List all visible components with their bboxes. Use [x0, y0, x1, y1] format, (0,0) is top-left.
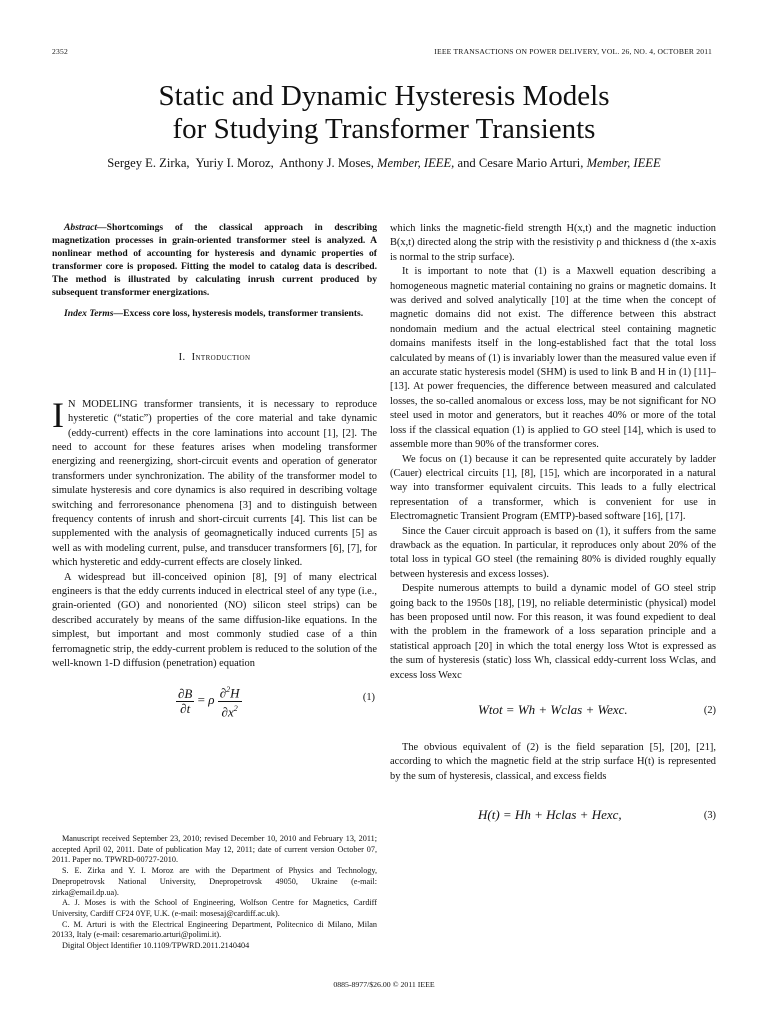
author-3-role: Member, IEEE, [377, 156, 455, 170]
equation-2-number: (2) [703, 705, 716, 716]
equation-1-number: (1) [362, 692, 375, 704]
intro-p1-text: N MODELING transformer transients, it is necessary to reproduce hysteretic (“static”) properties of the core material and take dynamic (eddy-current) effects in the core laminations into account [1], [2]. The need to account for these features arises when modeling transformer energizing and reenergizing, short-circuit events and operation of generator transformers under synchronization. The ability of the transformer model to simulate hysteresis and core dynamics is also required in describing voltage switching and ferroresonance phenomena [3] and to distinguish between frequency contents of inrush and short-circuit currents [4]. This list can be supplemented with the analysis of geomagnetically induced currents [5] as well as with modeling current, pulse, and transducer transformers [6], [7], for which hysteretic and eddy-current effects are closely linked. [52, 398, 377, 569]
title-line-2: for Studying Transformer Transients [172, 113, 596, 145]
author-list [0, 156, 768, 171]
abstract [52, 222, 377, 299]
right-column [390, 222, 716, 832]
drop-cap: I [52, 394, 64, 435]
footnote-doi: Digital Object Identifier 10.1109/TPWRD.2011.2140404 [62, 941, 250, 951]
copyright-footer: 0885-8977/$26.00 © 2011 IEEE [333, 980, 435, 989]
right-paragraph-0: which links the magnetic-field strength H(x,t) and the magnetic induction B(x,t) directed along the strip with the resistivity ρ and thickness d (the x-axis is normal to the strip surface). [390, 223, 716, 263]
section-heading [52, 351, 377, 365]
author-1: Sergey E. Zirka, [107, 156, 190, 170]
author-4-role: Member, IEEE [586, 156, 661, 170]
title-line-1: Static and Dynamic Hysteresis Models [158, 80, 610, 112]
right-paragraph-2: We focus on (1) because it can be represented quite accurately by ladder (Cauer) electrical circuits [1], [8], [15], which are incorporated in a natural way into transformer equivalent circuits. This leads to a fully electrical representation of a transformer, which is convenient for use in Electromagnetic Transient Program (EMTP)-based software [16], [17]. [390, 453, 716, 523]
left-column [52, 222, 377, 723]
footnote-authors-2: A. J. Moses is with the School of Engineering, Wolfson Centre for Magnetics, Cardiff University, Cardiff CF24 0YF, U.K. (e-mail: mosesaj@cardiff.ac.uk). [52, 898, 377, 918]
intro-paragraph-2: A widespread but ill-conceived opinion [8], [9] of many electrical engineers is that the eddy currents induced in electrical steel of any type (i.e., grain-oriented (GO) and nonoriented (NO) silicon steel strips) can be described accurately by means of the same diffusion-like equations. In the simplest, but important and most commonly studied case of a thin ferromagnetic strip, the eddy-current problem is reduced to the solution of the well-known 1-D diffusion (penetration) equation [52, 571, 377, 670]
equation-1-formula: $\frac{\partial B}{\partial t}$ = ρ $\frac{\partial^2H}{\partial x^2}$ [178, 685, 240, 720]
footnote-authors-3: C. M. Arturi is with the Electrical Engineering Department, Politecnico di Milano, Milan 20133, Italy (e-mail: cesaremario.arturi@polimi.it). [52, 919, 377, 940]
journal-header: IEEE TRANSACTIONS ON POWER DELIVERY, VOL. 26, NO. 4, OCTOBER 2011 [434, 47, 712, 56]
equation-3-number: (3) [703, 810, 716, 822]
equation-3-formula: H(t) = Hh + Hclas + Hexc, [478, 807, 622, 823]
author-2: Yuriy I. Moroz, [195, 156, 274, 170]
author-3: Anthony J. Moses, [279, 156, 374, 170]
right-paragraph-4: Despite numerous attempts to build a dynamic model of GO steel strip going back to the 1950s [18], [19], no reliable deterministic (physical) model has been proposed until now. For this reason, it was found expedient to deal with the problem in the framework of a loss separation principle and a statistical approach [20] in which the total energy loss Wtot is expressed as the sum of hysteresis (static) loss Wh, classical eddy-current loss Wclas, and excess loss Wexc [390, 583, 716, 681]
author-and: and [457, 156, 476, 170]
abstract-label: Abstract— [64, 222, 107, 233]
right-paragraph-3: Since the Cauer circuit approach is based on (1), it suffers from the same drawback as the equation. In particular, it reproduces only about 20% of the total loss in typical GO steel (the remaining 80% is divided roughly equally between hysteresis and excess losses). [390, 525, 716, 580]
intro-paragraph-1 [52, 394, 377, 571]
index-terms-text: Excess core loss, hysteresis models, transformer transients. [123, 308, 364, 320]
index-terms [52, 308, 377, 321]
equation-3 [390, 792, 716, 832]
footnote-received: Manuscript received September 23, 2010; revised December 10, 2010 and February 13, 2011; accepted April 02, 2011. Date of publication May 12, 2011; date of current version October 07, 2011. Paper no. TPWRD-00727-2010. [52, 834, 377, 865]
right-paragraph-5: The obvious equivalent of (2) is the field separation [5], [20], [21], according to which the magnetic field at the strip surface H(t) is represented by the sum of hysteresis, classical, and excess fields [390, 742, 716, 782]
equation-2-formula: Wtot = Wh + Wclas + Wexc. [478, 702, 628, 717]
paper-title [0, 80, 768, 146]
right-paragraph-1: It is important to note that (1) is a Maxwell equation describing a homogeneous magnetic material containing no grains or magnetic domains. It was derived and solved analytically [10] at the time when the concept of magnetic domains did not exist. The difference between this abstract nondomain medium and the actual electrical steel containing magnetic domains manifests itself in the long-established fact that the total loss calculated by means of (1) is invariably lower than the measured value even if an accurate static hysteresis model (SHM) is used to link B and H in (1) [11]–[13]. At power frequencies, the difference between measured and calculated losses, the so-called anomalous or excess loss, may be not significant for NO steel used in motor and generators, but it reaches 40% or more of the total loss if the classical equation (1) is applied to GO steel [14], which is used to assemble more than 90% of the transformer cores. [390, 266, 716, 451]
section-title: Introduction [191, 352, 251, 364]
footnote-authors-1: S. E. Zirka and Y. I. Moroz are with the Department of Physics and Technology, Dnepropetrovsk National University, Dnepropetrovsk 49050, Ukraine (e-mail: zirka@email.dp.ua). [52, 866, 377, 897]
abstract-text: Shortcomings of the classical approach in describing magnetization processes in grain-oriented transformer steel is analyzed. A nonlinear method of accounting for hysteresis and dynamic properties of transformer core is proposed. Fitting the model to catalog data is described. The method is illustrated by calculating inrush current produced by subsequent transformer energizations. [52, 222, 377, 298]
equation-1 [52, 679, 377, 723]
index-terms-label: Index Terms— [64, 308, 124, 320]
author-4: Cesare Mario Arturi, [478, 156, 584, 170]
section-number: I. [178, 352, 186, 364]
footnotes [52, 834, 377, 952]
page-number: 2352 [52, 47, 68, 56]
equation-2 [390, 691, 716, 731]
